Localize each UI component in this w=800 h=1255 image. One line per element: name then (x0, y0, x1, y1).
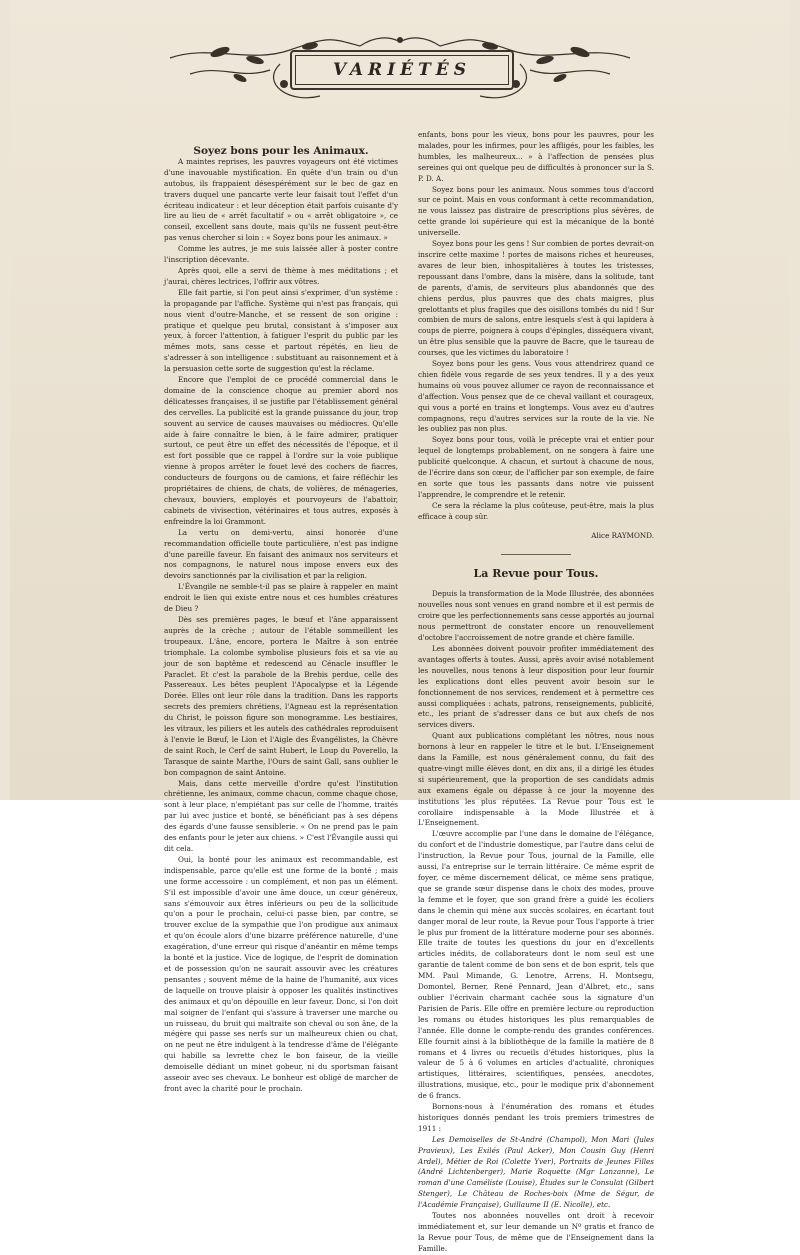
paragraph: L'œuvre accomplie par l'une dans le domaine de l'élégance, du confort et de l'industrie domestique, par l'autre dans celui de l'instruction, la Revue pour Tous, journal de la Famille, elle aussi, l'a entreprise sur le terrain littéraire. Ce même esprit de foyer, ce même discernement délicat, ce même sens pratique, que se grande sœur dispense dans le choix des modes, prouve la femme et le foyer, que son grand frère a guidé les écoliers dans le chemin qui mène aux succès scolaires, en écartant tout danger moral de leur route, la Revue pour Tous l'apporte à trier le plus pur froment de la littérature moderne pour ses abonnés. Elle traite de toutes les questions du jour en d'excellents articles inédits, de collaborateurs dont le nom seul est une garantie de talent comme de bon sens et de bon esprit, tels que MM. Paul Mimande, G. Lenotre, Arrens, H. Montsegu, Domontel, Berner, René Pennard, Jean d'Albret, etc., sans oublier l'écrivain charmant cachée sous la signature d'un Parisien de Paris. Elle offre en première lecture ou reproduction les romans ou études historiques les plus remarquables de l'année. Elle donne le compte-rendu des grandes conférences. Elle fournit ainsi à la bibliothèque de la famille la matière de 8 romans et 4 livres ou recueils d'études historiques, plus la valeur de 5 à 6 volumes en articles d'actualité, chroniques artistiques, littéraires, scientifiques, pensées, anecdotes, illustrations, musique, etc., pour le modique prix d'abonnement de 6 francs. (418, 829, 654, 1101)
paragraph: Soyez bons pour les gens. Vous vous attendrirez quand ce chien fidèle vous regarde de ses yeux tendres. Il y a des yeux humains où vous pouvez allumer ce rayon de reconnaissance et d'affection. Vous pensez que de ce cheval vaillant et courageux, qui vous a porté en trains et longtemps. Vous avez eu d'autres compagnons, reçu d'autres services sur la route de la vie. Ne les oubliez pas non plus. (418, 359, 654, 434)
right-column (418, 130, 654, 1255)
paragraph: Depuis la transformation de la Mode Illustrée, des abonnées nouvelles nous sont venues en grand nombre et il est permis de croire que les perfectionnements sans cesse apportés au journal nous permettront de constater encore un renouvellement d'octobre l'accroissement de notre grande et chère famille. (418, 589, 654, 643)
paragraph: Mais, dans cette merveille d'ordre qu'est l'institution chrétienne, les animaux, comme chacun, comme chaque chose, sont à leur place, n'empiétant pas sur celle de l'homme, traités par lui avec justice et bonté, se bénéficiant pas à ses dépens des égards d'une fausse sensiblerie. « On ne prend pas le pain des enfants pour le jeter aux chiens. » C'est l'Évangile aussi qui dit cela. (164, 778, 398, 853)
paragraph: enfants, bons pour les vieux, bons pour les pauvres, pour les malades, pour les infirmes, pour les affligés, pour les faibles, les humbles, les malheureux... » à l'affection de pensées plus sereines qui ont quelque peu de difficultés à prononcer sur la S. P. D. A. (418, 130, 654, 183)
paragraph: Encore que l'emploi de ce procédé commercial dans le domaine de la conscience choque au premier abord nos délicatesses françaises, il se justifie par l'établissement général des cervelles. La publicité est la grande puissance du jour, trop souvent au service de causes mauvaises ou médiocres. Qu'elle aide à faire connaître le bien, à le faire admirer, pratiquer surtout, ce peut être un effet des nécessités de l'époque, et il est fort possible que ce rappel à l'ordre sur la voie publique vienne à propos arrêter le fouet levé des cochers de fiacres, conducteurs de fourgons ou de camions, et faire réfléchir les propriétaires de chiens, de chats, de volières, de ménageries, chevaux, bouviers, employés et pourvoyeurs de l'abattoir, cabinets de vivisection, vétérinaires et tous autres, exposés à enfreindre la loi Grammont. (164, 375, 398, 526)
paragraph: Oui, la bonté pour les animaux est recommandable, est indispensable, parce qu'elle est une forme de la bonté ; mais une forme accessoire : un complément, et non pas un élément. S'il est impossible d'avoir une âme douce, un cœur généreux, sans s'émouvoir aux êtres inférieurs ou peu de la sollicitude qu'on a pour le prochain, celui-ci passe bien, par contre, se trouver exclue de la sympathie que l'on prodigue aux animaux et qu'on écoule alors d'une bizarre préférence naturelle, d'une exagération, d'une erreur qui risque d'anéantir en même temps la bonté et la justice. Vice de logique, de l'esprit de domination et de possession qu'on ne saurait assouvir avec les créatures pensantes ; souvent même de la haine de l'humanité, aux vices de laquelle on trouve plaisir à opposer les qualités instinctives des animaux et qu'on dépouille en leur faveur. Donc, si l'on doit mal soigner de l'enfant qui s'assure à traverser une marche ou un ruisseau, du bruit qui maltraite son cheval ou son âne, de la mégère qui passe ses nerfs sur un malheureux chien ou chat, on ne peut ne être indulgent à la tendresse d'âme de l'élégante qui habille sa levrette chez le bon faiseur, de la vieille demoiselle dédiant un minet gobeur, ni du sportsman faisant asseoir avec ses chevaux. Le bonheur est obligé de marcher de front avec la charité pour le prochain. (164, 854, 398, 1093)
paragraph: L'Évangile ne semble-t-il pas se plaire à rappeler en maint endroit le lien qui existe entre nous et ces humbles créatures de Dieu ? (164, 582, 398, 614)
paragraph: Bornons-nous à l'énumération des romans et études historiques donnés pendant les trois premiers trimestres de 1911 : (418, 1102, 654, 1133)
paragraph: Elle fait partie, si l'on peut ainsi s'exprimer, d'un système : la propagande par l'affiche. Système qui n'est pas français, qui nous vient d'outre-Manche, et se ressent de son origine : pratique et quelque peu brutal, consistant à s'imposer aux yeux, à forcer l'attention, à fatiguer l'esprit du public par les mêmes mots, sans cesse et partout répétés, en lieu de s'adresser à son intelligence : substituant au raisonnement et à la persuasion cette sorte de suggestion qu'est la réclame. (164, 287, 398, 374)
paragraph: Après quoi, elle a servi de thème à mes méditations ; et j'aurai, chères lectrices, l'offrir aux vôtres. (164, 265, 398, 286)
left-column (164, 146, 398, 1095)
paragraph: Les Demoiselles de St-André (Champol), Mon Mari (Jules Pravieux), Les Exilés (Paul Acker), Mon Cousin Guy (Henri Ardel), Métier de Roi (Colette Yver), Portraits de Jeunes Filles (André Lichtenberger), Marie Roquette (Mgr Lanzanne), Le roman d'une Caméliste (Louise), Études sur le Consulat (Gilbert Stenger), Le Château de Roches-boix (Mme de Ségur, de l'Académie Française), Guillaume II (E. Nicolle), etc. (418, 1134, 654, 1210)
section-title: VARIÉTÉS (333, 60, 471, 80)
article-title-animaux: Soyez bons pour les Animaux. (193, 145, 369, 157)
paragraph: Les abonnées doivent pouvoir profiter immédiatement des avantages offerts à toutes. Aussi, après avoir avisé notablement les nouvelles, nous tenons à leur disposition pour leur fournir les explications dont elles peuvent avoir besoin sur le fonctionnement de nos services, rendement et à permettre ces aussi compliquées : achats, patrons, renseignements, publicité, etc., les priant de s'adresser dans ce but aux chefs de nos services divers. (418, 643, 654, 730)
divider (501, 554, 571, 555)
author-signature: Alice RAYMOND. (591, 530, 654, 540)
paragraph: La vertu on demi-vertu, ainsi honorée d'une recommandation officielle toute particulière, n'est pas indigne d'une pareille faveur. En faisant des animaux nos serviteurs et nos compagnons, le naturel nous impose envers eux des devoirs sanctionnés par la civilisation et par la religion. (164, 527, 398, 581)
article-title-revue: La Revue pour Tous. (473, 566, 599, 580)
section-banner (290, 50, 514, 90)
paragraph: A maintes reprises, les pauvres voyageurs ont été victimes d'une inavouable mystification. En quête d'un train ou d'un autobus, ils frappaient désespérément sur le bec de gaz en travers duquel une pancarte verte leur faisait tout l'effet d'un écriteau indicateur : et leur déception était parfois cuisante d'y lire au lieu de « arrêt facultatif » ou « arrêt obligatoire », ce conseil, excellent sans doute, mais qu'ils ne fussent peut-être pas venus chercher si loin : « Soyez bons pour les animaux. » (164, 156, 398, 243)
paragraph: Soyez bons pour tous, voilà le précepte vrai et entier pour lequel de longtemps probablement, on ne songera à faire une publicité quelconque. A chacun, et surtout à chacune de nous, de l'écrire dans son cœur, de l'afficher par son exemple, de faire en sorte que tous les passants dans notre vie puissent l'apprendre, le comprendre et le retenir. (418, 435, 654, 499)
paragraph: Dès ses premières pages, le bœuf et l'âne apparaissent auprès de la crèche ; autour de l'étable sommeillent les troupeaux. L'âne, encore, portera le Maître à son entrée triomphale. La colombe symbolise plusieurs fois et sa vie au jour de son baptême et redescend au Cénacle insuffler le Paraclet. Et c'est la parabole de la Brebis perdue, celle des Passereaux. Les bêtes peuplent l'Apocalypse et la Légende Dorée. Elles ont leur rôle dans la tradition. Dans les rapports secrets des premiers chrétiens, l'Agneau est la représentation du Christ, le poisson figure son monogramme. Les bestiaires, les vitraux, les piliers et les autels des cathédrales reproduisent à l'envie le Bœuf, le Lion et l'Aigle des Évangélistes, la Chèvre de saint Roch, le Cerf de saint Hubert, le Loup du Poverello, la Tarasque de sainte Marthe, l'Ours de saint Gall, sans oublier le bon compagnon de saint Antoine. (164, 614, 398, 777)
paragraph: Ce sera la réclame la plus coûteuse, peut-être, mais la plus efficace à coup sûr. (418, 500, 654, 521)
paragraph: Comme les autres, je me suis laissée aller à poster contre l'inscription décevante. (164, 244, 398, 265)
paragraph: Quant aux publications complétant les nôtres, nous nous bornons à leur en rappeler le titre et le but. L'Enseignement dans la Famille, est nous généralement connu, du fait des quatre-vingt mille élèves dont, en dix ans, il a dirigé les études si supérieurement, que la proportion de ses candidats admis aux examens égale ou dépasse à ce jour la moyenne des institutions les plus réputées. La Revue pour Tous est le corollaire indispensable à la Mode Illustrée et à L'Enseignement. (418, 731, 654, 828)
paragraph: Soyez bons pour les gens ! Sur combien de portes devrait-on inscrire cette maxime ! portes de maisons riches et heureuses, avares de leur bien, inhospitalières à toutes les tristesses, repoussant dans l'ombre, dans la misère, dans la solitude, tant de parents, d'amis, de serviteurs plus abandonnés que des chiens perdus, plus pauvres que des chats maigres, plus grelottants et plus fragiles que des oisillons tombés du nid ! Sur combien de murs de salons, entre lesquels s'est à qui lapidera à coups de pierre, poignera à coups d'épingles, disséquera vivant, un être plus sensible que la pauvre de Bacre, que le taureau de courses, que les victimes du laboratoire ! (418, 239, 654, 358)
paragraph: Soyez bons pour les animaux. Nous sommes tous d'accord sur ce point. Mais en vous conformant à cette recommandation, ne vous laissez pas distraire de prescriptions plus sévères, de cette grande loi supérieure qui est la mécanique de la bonté universelle. (418, 184, 654, 238)
paragraph: Toutes nos abonnées nouvelles ont droit à recevoir immédiatement et, sur leur demande un Nº gratis et franco de la Revue pour Tous, de même que de l'Enseignement dans la Famille. (418, 1211, 654, 1253)
